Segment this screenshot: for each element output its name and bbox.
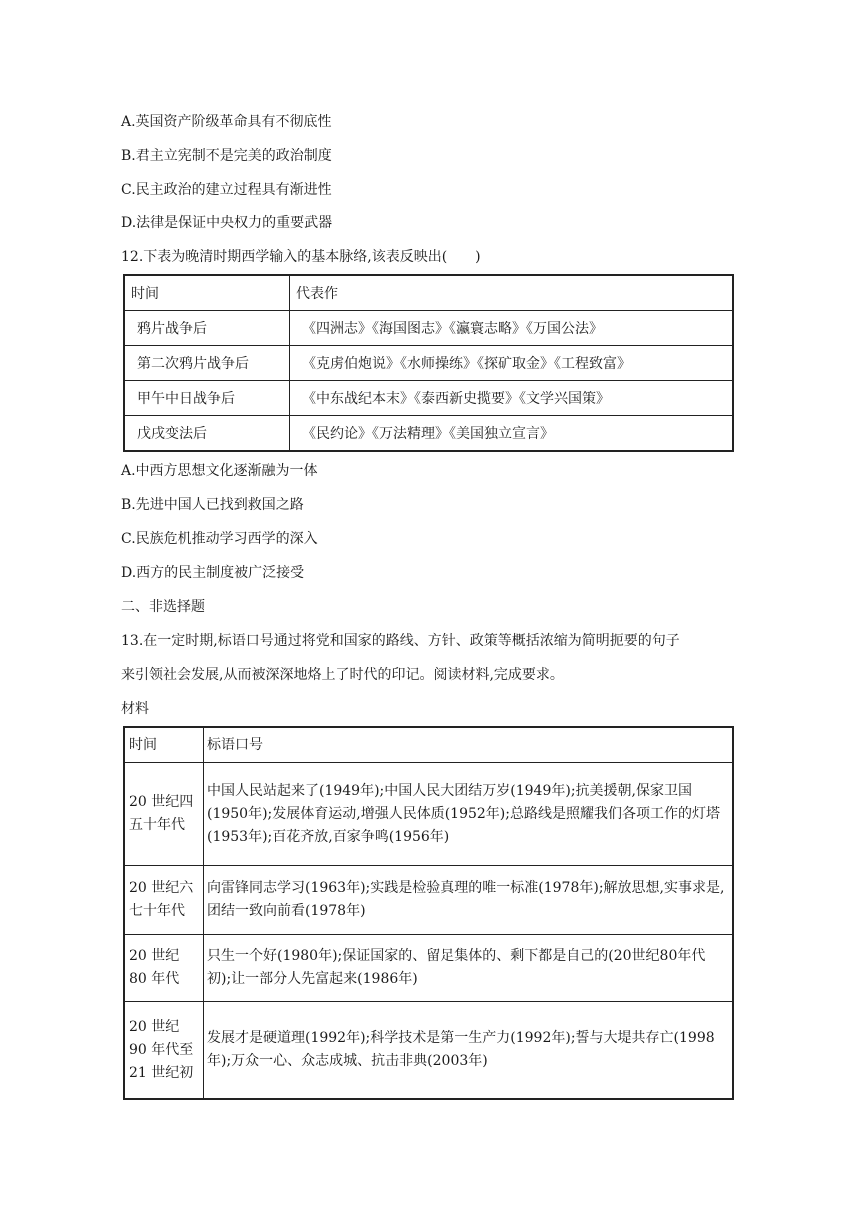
table-header-cell: 标语口号	[204, 727, 734, 763]
table-cell-works: 《四洲志》《海国图志》《瀛寰志略》《万国公法》	[290, 311, 734, 346]
q13-table	[123, 726, 734, 1100]
table-row	[124, 866, 733, 935]
table-cell-works: 《中东战纪本末》《泰西新史揽要》《文学兴国策》	[290, 381, 734, 416]
q11-option-c: C.民主政治的建立过程具有渐进性	[121, 182, 332, 198]
table-cell-time: 第二次鸦片战争后	[124, 346, 290, 381]
table-cell-time: 甲午中日战争后	[124, 381, 290, 416]
table-row	[124, 763, 733, 866]
q12-stem: 12.下表为晚清时期西学输入的基本脉络,该表反映出( )	[121, 249, 481, 265]
table-header-row	[124, 275, 733, 311]
q11-option-a: A.英国资产阶级革命具有不彻底性	[121, 114, 332, 130]
material-label: 材料	[121, 701, 149, 717]
table-row	[124, 935, 733, 1002]
q12-option-c: C.民族危机推动学习西学的深入	[121, 531, 318, 547]
q11-option-b: B.君主立宪制不是完美的政治制度	[121, 148, 332, 164]
q12-option-a: A.中西方思想文化逐渐融为一体	[121, 463, 318, 479]
table-row	[124, 1002, 733, 1100]
table-cell-slogans: 向雷锋同志学习(1963年);实践是检验真理的唯一标准(1978年);解放思想,实事求是,团结一致向前看(1978年)	[204, 866, 734, 935]
q12-table	[123, 274, 734, 452]
table-cell-time: 20 世纪四五十年代	[124, 763, 204, 866]
table-cell-time: 20 世纪六七十年代	[124, 866, 204, 935]
section-title: 二、非选择题	[121, 599, 205, 615]
table-cell-time: 20 世纪 90 年代至 21 世纪初	[124, 1002, 204, 1100]
q11-option-d: D.法律是保证中央权力的重要武器	[121, 215, 333, 231]
table-row	[124, 346, 733, 381]
table-cell-works: 《民约论》《万法精理》《美国独立宣言》	[290, 416, 734, 452]
table-cell-slogans: 中国人民站起来了(1949年);中国人民大团结万岁(1949年);抗美援朝,保家卫国(1950年);发展体育运动,增强人民体质(1952年);总路线是照耀我们各项工作的灯塔(1953年);百花齐放,百家争鸣(1956年)	[204, 763, 734, 866]
table-cell-slogans: 发展才是硬道理(1992年);科学技术是第一生产力(1992年);誓与大堤共存亡(1998年);万众一心、众志成城、抗击非典(2003年)	[204, 1002, 734, 1100]
table-cell-time: 20 世纪 80 年代	[124, 935, 204, 1002]
table-cell-time: 戊戌变法后	[124, 416, 290, 452]
q12-option-b: B.先进中国人已找到救国之路	[121, 497, 304, 513]
q13-stem-line2: 来引领社会发展,从而被深深地烙上了时代的印记。阅读材料,完成要求。	[121, 667, 564, 683]
table-header-row	[124, 727, 733, 763]
table-header-cell: 代表作	[290, 275, 734, 311]
table-cell-time: 鸦片战争后	[124, 311, 290, 346]
table-row	[124, 416, 733, 452]
table-cell-slogans: 只生一个好(1980年);保证国家的、留足集体的、剩下都是自己的(20世纪80年代初);让一部分人先富起来(1986年)	[204, 935, 734, 1002]
table-header-cell: 时间	[124, 727, 204, 763]
table-row	[124, 311, 733, 346]
table-cell-works: 《克虏伯炮说》《水师操练》《探矿取金》《工程致富》	[290, 346, 734, 381]
table-header-cell: 时间	[124, 275, 290, 311]
q13-stem-line1: 13.在一定时期,标语口号通过将党和国家的路线、方针、政策等概括浓缩为简明扼要的句子	[121, 633, 680, 649]
q12-option-d: D.西方的民主制度被广泛接受	[121, 565, 305, 581]
table-row	[124, 381, 733, 416]
